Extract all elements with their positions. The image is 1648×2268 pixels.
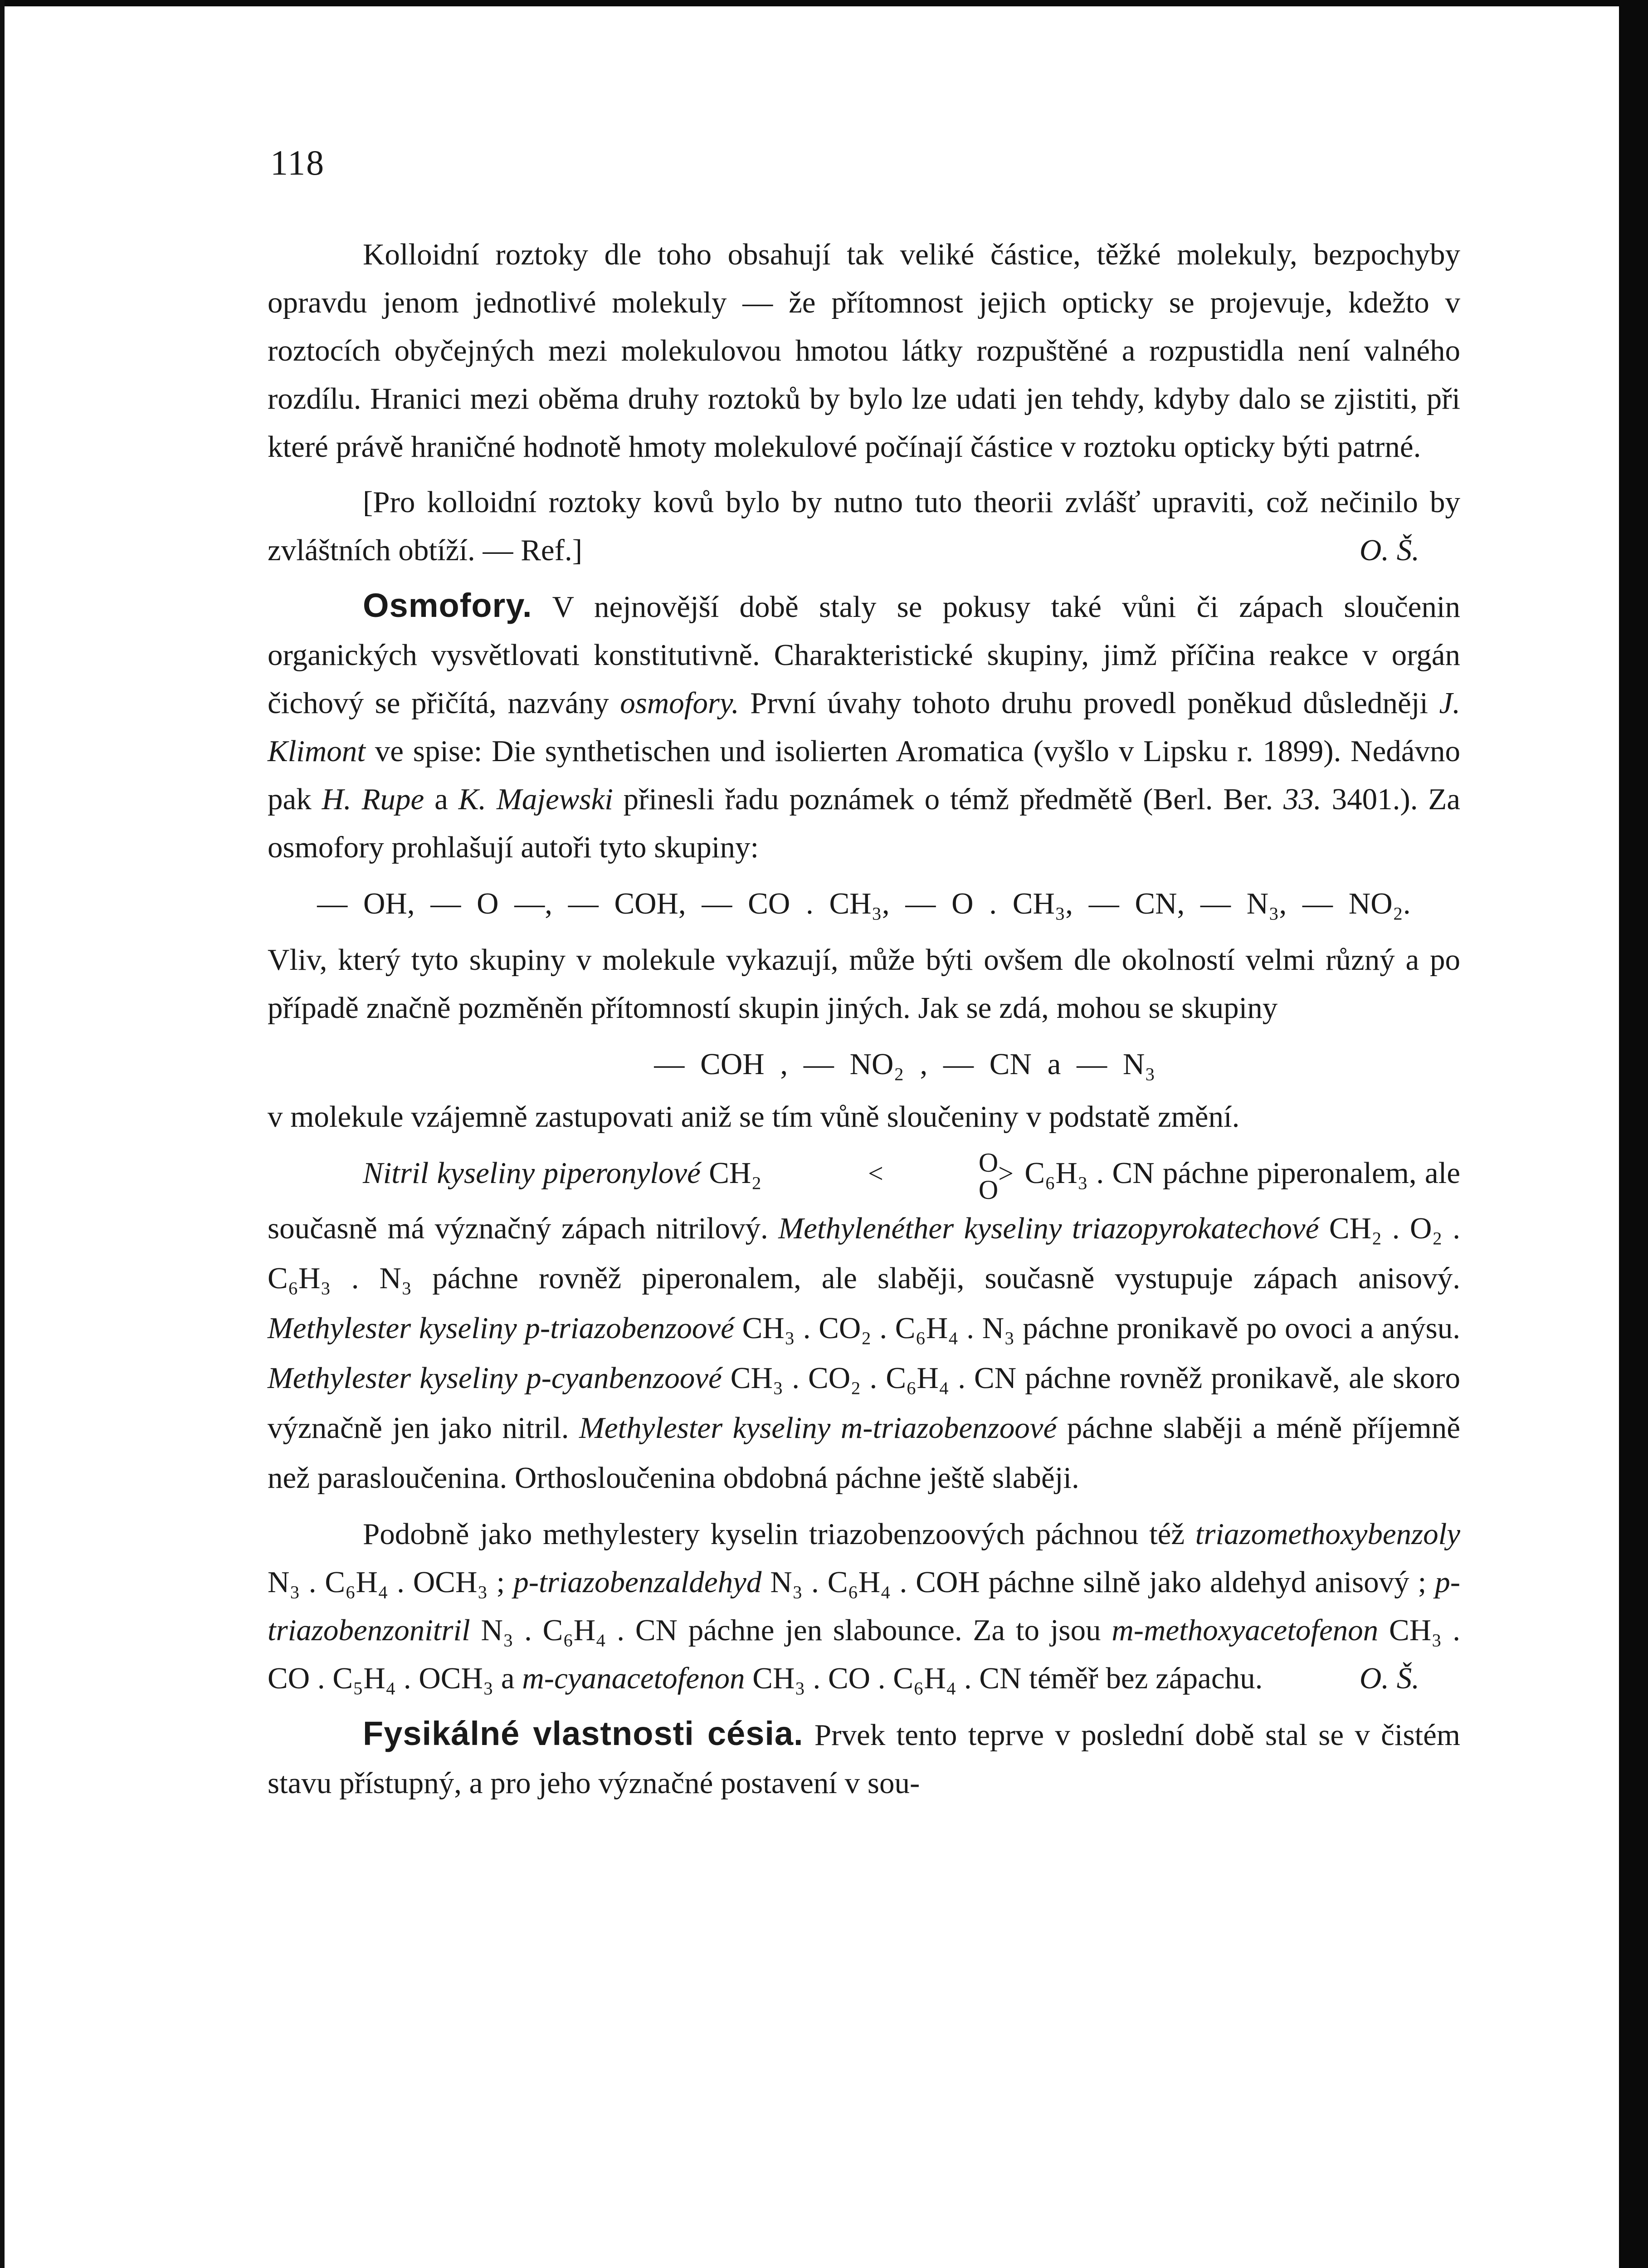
ring-top-atom: O (978, 1147, 999, 1178)
text-run: v molekule vzájemně zastupovati aniž se tím vůně sloučeniny v podstatě změní. (268, 1100, 1240, 1134)
paragraph-nitriles (268, 1148, 1460, 1503)
scan-edge-top (0, 0, 1648, 6)
compound-name: Methylester kyseliny m-triazobenzoové (579, 1411, 1057, 1445)
ring-bottom-atom: O (978, 1174, 999, 1205)
compound-name: Methylenéther kyseliny triazopyrokatechové (778, 1211, 1319, 1245)
author-majewski: K. Majewski (458, 782, 613, 816)
page-number: 118 (270, 143, 325, 182)
text-run: Prvek tento teprve v poslední době stal se v čistém stavu přístupný, a pro jeho význačné postavení v sou- (268, 1718, 1460, 1800)
paragraph-ref-note (268, 478, 1460, 574)
text-run: N₃ . C₆H₄ . COH páchne silně jako aldehyd anisový ; (761, 1565, 1435, 1599)
formula-run: CH₃ . CO . C₅H₄ . OCH₃ a (268, 1613, 1461, 1695)
text-run: CH₃ . CO₂ . C₆H₄ . CN páchne rovněž pronikavě, ale skoro význačně jen jako nitril. (268, 1361, 1460, 1445)
scan-edge-right (1619, 0, 1648, 2268)
compound-name: triazomethoxybenzoly (1195, 1517, 1460, 1551)
text-run: a (424, 782, 458, 816)
text-run: První úvahy tohoto druhu provedl poněkud důsledněji (739, 686, 1439, 720)
paragraph-substitution (268, 1093, 1460, 1141)
methylenedioxy-ring: < O O > (868, 1147, 1014, 1205)
formula-groups-2: — COH , — NO₂ , — CN a — N₃ (654, 1047, 1156, 1081)
text-run: Vliv, který tyto skupiny v molekule vykazují, může býti ovšem dle okolností velmi různý a po případě značně pozměněn přítomností skupin jiných. Jak se zdá, mohou se skupiny (268, 943, 1460, 1025)
text-run: CH₃ . CO . C₆H₄ . CN téměř bez zápachu. (745, 1661, 1263, 1695)
signature: O. Š. (1359, 1661, 1419, 1695)
text-run: ve spise: Die synthetischen und isolierten Aromatica (vyšlo v Lipsku r. 1899). Nedávno pak (268, 734, 1460, 816)
formula-run: CH₂ (700, 1156, 770, 1190)
section-heading-osmofory: Osmofory. (363, 587, 532, 624)
text-run: páchne piperonalem, ale současně má význačný zápach nitrilový. (268, 1156, 1460, 1245)
paragraph-triazo (268, 1510, 1460, 1702)
text-run: N₃ . C₆H₄ . CN páchne jen slabounce. Za to jsou (470, 1613, 1112, 1647)
text-run: páchne slaběji a méně příjemně než parasloučenina. Orthosloučenina obdobná páchne ještě slaběji. (268, 1411, 1460, 1495)
paragraph-colloid-text: Kolloidní roztoky dle toho obsahují tak veliké částice, těžké molekuly, bezpochyby opravdu jenom jednotlivé molekuly — že přítomnost jejich opticky se projevuje, kdežto v roztocích obyčejných mezi molekulovou hmotou látky rozpuštěné a rozpustidla není valného rozdílu. Hranici mezi oběma druhy roztoků by bylo lze udati jen tehdy, kdyby dalo se zjistiti, při které právě hraničné hodnotě hmoty molekulové počínají částice v roztoku opticky býti patrné. (268, 238, 1460, 464)
formula-groups: — OH, — O —, — COH, — CO . CH₃, — O . CH₃, — CN, — N₃, — NO₂. (317, 887, 1411, 920)
compound-name: p-triazobenzonitril (268, 1565, 1460, 1647)
author-klimont: J. Klimont (268, 686, 1461, 768)
compound-name: Methylester kyseliny p-triazobenzoové (268, 1311, 734, 1345)
paragraph-cesium (268, 1710, 1460, 1807)
formula-run: N₃ . C₆H₄ . OCH₃ ; (268, 1565, 514, 1599)
author-rupe: H. Rupe (322, 782, 424, 816)
text-run: přinesli řadu poznámek o témž předmětě (Berl. Ber. (613, 782, 1284, 816)
signature: O. Š. (1359, 533, 1419, 567)
text-run: Podobně jako methylestery kyselin triazobenzoových páchnou též (363, 1517, 1195, 1551)
section-heading-cesium: Fysikálné vlastnosti césia. (363, 1714, 804, 1752)
ref-note-text: [Pro kolloidní roztoky kovů bylo by nutno tuto theorii zvlášť upraviti, což nečinilo by zvláštních obtíží. — Ref.] (268, 485, 1460, 567)
formula-run: C₆H₃ . CN (1016, 1156, 1155, 1190)
compound-name: m-methoxyacetofenon (1112, 1613, 1379, 1647)
page-body (268, 230, 1460, 1807)
text-run: CH₂ . O₂ . C₆H₃ . N₃ páchne rovněž piperonalem, ale slaběji, současně vystupuje zápach anisový. (268, 1211, 1460, 1295)
compound-name: p-triazobenzaldehyd (513, 1565, 762, 1599)
compound-name: m-cyanacetofenon (522, 1661, 745, 1695)
term-osmofory: osmofory. (620, 686, 739, 720)
compound-name: Nitril kyseliny piperonylové (363, 1156, 701, 1190)
scan-edge-left (0, 0, 5, 2268)
paragraph-osmofory (268, 582, 1460, 871)
volume-number: 33. (1283, 782, 1321, 816)
paragraph-colloid (268, 230, 1460, 471)
text-run: 3401.). Za osmofory prohlašují autoři tyto skupiny: (268, 782, 1460, 864)
text-run: CH₃ . CO₂ . C₆H₄ . N₃ páchne pronikavě po ovoci a anýsu. (734, 1311, 1461, 1345)
paragraph-influence (268, 936, 1460, 1032)
text-run: V nejnovější době staly se pokusy také vůni či zápach sloučenin organických vysvětlovati konstitutivně. Charakteristické skupiny, jimž příčina reakce v orgán čichový se přičítá, nazvány (268, 590, 1460, 720)
compound-name: Methylester kyseliny p-cyanbenzoové (268, 1361, 722, 1395)
